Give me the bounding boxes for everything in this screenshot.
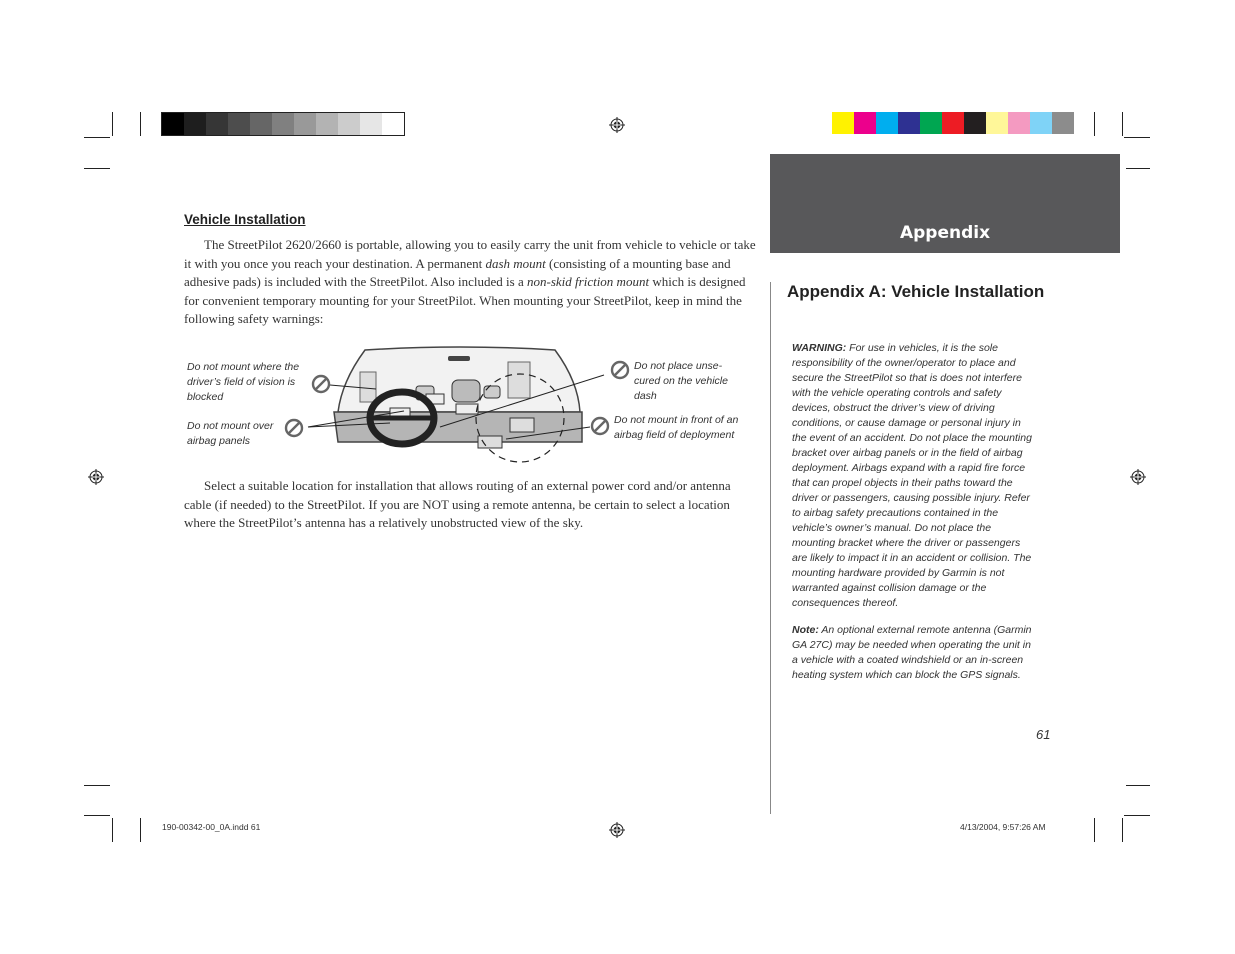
- color-swatch: [876, 112, 898, 134]
- crop-mark: [140, 818, 141, 842]
- gray-swatch: [294, 113, 316, 135]
- registration-mark-icon: [88, 469, 104, 485]
- crop-mark: [1094, 818, 1095, 842]
- note-text: An optional external remote antenna (Garmin GA 27C) may be needed when operating the unit in a vehicle with a coated windshield or an in-screen heating system which can block the GPS signals.: [792, 624, 1032, 681]
- warning-label: WARNING:: [792, 342, 847, 354]
- warning-block: [792, 341, 1035, 611]
- grayscale-color-bar: [161, 112, 405, 136]
- prohibited-icon: [590, 416, 610, 436]
- callout-vision-blocked: Do not mount where the driver’s field of vision is blocked: [187, 361, 300, 403]
- gray-swatch: [360, 113, 382, 135]
- gray-swatch: [184, 113, 206, 135]
- crop-mark: [84, 168, 110, 169]
- paragraph-text: The StreetPilot 2620/2660 is portable, allowing you to easily carry the unit from vehicle to vehicle or take it with you once you reach your destination. A permanent: [184, 237, 756, 271]
- crop-mark: [112, 818, 113, 842]
- prohibited-icon: [284, 418, 304, 438]
- registration-mark-icon: [1130, 469, 1146, 485]
- crop-mark: [84, 137, 110, 138]
- crop-mark: [84, 815, 110, 816]
- color-swatch: [986, 112, 1008, 134]
- color-swatch: [964, 112, 986, 134]
- paragraph-text: which is designed for convenient temporary mounting for your StreetPilot. When mounting your StreetPilot, keep in mind the following safety warnings:: [184, 274, 746, 326]
- crop-mark: [112, 112, 113, 136]
- appendix-tab-label: Appendix: [899, 223, 991, 243]
- gray-swatch: [382, 113, 404, 135]
- prohibited-icon: [311, 374, 331, 394]
- crop-mark: [84, 785, 110, 786]
- crop-mark: [1126, 168, 1150, 169]
- gray-swatch: [206, 113, 228, 135]
- print-slug-right: 4/13/2004, 9:57:26 AM: [960, 822, 1046, 832]
- callout-unsecured-dash: Do not place unse-cured on the vehicle dash: [634, 360, 728, 402]
- crop-mark: [1126, 785, 1150, 786]
- friction-mount-term: non-skid friction mount: [527, 274, 650, 289]
- crop-mark: [1124, 815, 1150, 816]
- warning-text: For use in vehicles, it is the sole responsibility of the owner/operator to place and secure the StreetPilot so that is does not interfere with the vehicle operating controls and safety devices, obstruct the driver’s view of driving conditions, or cause damage or personal injury in the event of an accident. Do not place the mounting bracket over airbag panels or in the field of airbag deployment. Airbags expand with a rapid fire force that can propel objects in their paths toward the driver or passengers, causing possible injury. Refer to airbag safety precautions contained in the vehicle’s owner’s manual. Do not place the mounting bracket where the driver or passengers are likely to impact it in an accident or collision. The mounting hardware provided by Garmin is not warranted against collision damage or the consequences thereof.: [792, 342, 1032, 609]
- color-swatch: [854, 112, 876, 134]
- gray-swatch: [162, 113, 184, 135]
- print-slug-left: 190-00342-00_0A.indd 61: [162, 822, 261, 832]
- prohibited-icon: [610, 360, 630, 380]
- intro-paragraph: [184, 236, 760, 329]
- gray-swatch: [250, 113, 272, 135]
- callout-airbag-panels: Do not mount over airbag panels: [187, 420, 274, 447]
- crop-mark: [1122, 112, 1123, 136]
- callout-leader-lines: [280, 355, 620, 455]
- gray-swatch: [272, 113, 294, 135]
- dash-mount-term: dash mount: [485, 255, 546, 271]
- section-heading: Vehicle Installation: [184, 212, 306, 227]
- note-label: Note:: [792, 624, 819, 636]
- page-number: 61: [1036, 727, 1051, 742]
- crop-mark: [1124, 137, 1150, 138]
- gray-swatch: [316, 113, 338, 135]
- crop-mark: [1122, 818, 1123, 842]
- color-swatch: [1008, 112, 1030, 134]
- note-block: [792, 623, 1035, 683]
- gray-swatch: [228, 113, 250, 135]
- registration-mark-icon: [609, 117, 625, 133]
- crop-mark: [140, 112, 141, 136]
- paragraph-text: (consisting of a mounting base and adhesive pads) is included with the StreetPilot. Also included is a: [184, 255, 731, 289]
- color-swatch: [942, 112, 964, 134]
- color-swatch: [1030, 112, 1052, 134]
- process-color-bar: [832, 112, 1074, 134]
- appendix-title: Appendix A: Vehicle Installation: [787, 282, 1045, 301]
- color-swatch: [898, 112, 920, 134]
- color-swatch: [920, 112, 942, 134]
- color-swatch: [1052, 112, 1074, 134]
- column-divider: [770, 282, 771, 814]
- appendix-tab-header: [770, 154, 1120, 253]
- registration-mark-icon: [609, 822, 625, 838]
- gray-swatch: [338, 113, 360, 135]
- color-swatch: [832, 112, 854, 134]
- crop-mark: [1094, 112, 1095, 136]
- callout-airbag-deployment: Do not mount in front of an airbag field of deployment: [614, 414, 739, 441]
- location-paragraph: Select a suitable location for installation that allows routing of an external power cord and/or antenna cable (if needed) to the StreetPilot. If you are NOT using a remote antenna, be certain to select a location where the StreetPilot’s antenna has a relatively unobstructed view of the sky.: [184, 478, 731, 530]
